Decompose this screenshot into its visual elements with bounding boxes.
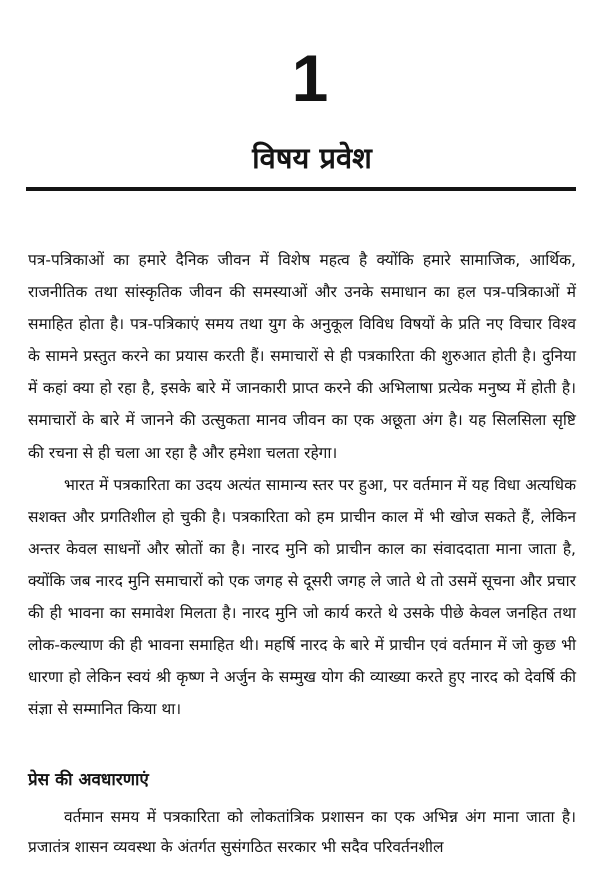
paragraph-section: वर्तमान समय में पत्रकारिता को लोकतांत्रिक प्रशासन का एक अभिन्न अंग माना जाता है। प्रजातंत्र शासन व्यवस्था के अंतर्गत सुसंगठित सरकार भी सदैव परिवर्तनशील — [28, 808, 576, 856]
chapter-number: 1 — [291, 41, 329, 115]
chapter-body — [28, 244, 576, 725]
title-divider — [26, 187, 576, 191]
paragraph-intro: पत्र-पत्रिकाओं का हमारे दैनिक जीवन में विशेष महत्व है क्योंकि हमारे सामाजिक, आर्थिक, राजनीतिक तथा सांस्कृतिक जीवन की समस्याओं और उनके समाधान का हल पत्र-पत्रिकाओं में समाहित होता है। पत्र-पत्रिकाएं समय तथा युग के अनुकूल विविध विषयों के प्रति नए विचार विश्व के सामने प्रस्तुत करने का प्रयास करती हैं। समाचारों से ही पत्रकारिता की शुरुआत होती है। दुनिया में कहां क्या हो रहा है, इसके बारे में जानकारी प्राप्त करने की अभिलाषा प्रत्येक मनुष्य में होती है। समाचारों के बारे में जानने की उत्सुकता मानव जीवन का एक अछूता अंग है। यह सिलसिला सृष्टि की रचना से ही चला आ रहा है और हमेशा चलता रहेगा। — [28, 251, 576, 462]
section-heading: प्रेस की अवधारणाएं — [28, 770, 149, 790]
section-body — [28, 802, 576, 862]
chapter-title: विषय प्रवेश — [252, 141, 372, 175]
paragraph-history: भारत में पत्रकारिता का उदय अत्यंत सामान्य स्तर पर हुआ, पर वर्तमान में यह विधा अत्यधिक सशक्त और प्रगतिशील हो चुकी है। पत्रकारिता को हम प्राचीन काल में भी खोज सकते हैं, लेकिन अन्तर केवल साधनों और स्रोतों का है। नारद मुनि को प्राचीन काल का संवाददाता माना जाता है, क्योंकि जब नारद मुनि समाचारों को एक जगह से दूसरी जगह ले जाते थे तो उसमें सूचना और प्रचार की ही भावना का समावेश मिलता है। नारद मुनि जो कार्य करते थे उसके पीछे केवल जनहित तथा लोक-कल्याण की ही भावना समाहित थी। महर्षि नारद के बारे में प्राचीन एवं वर्तमान में जो कुछ भी धारणा हो लेकिन स्वयं श्री कृष्ण ने अर्जुन के सम्मुख योग की व्याख्या करते हुए नारद को देवर्षि की संज्ञा से सम्मानित किया था। — [28, 475, 576, 719]
